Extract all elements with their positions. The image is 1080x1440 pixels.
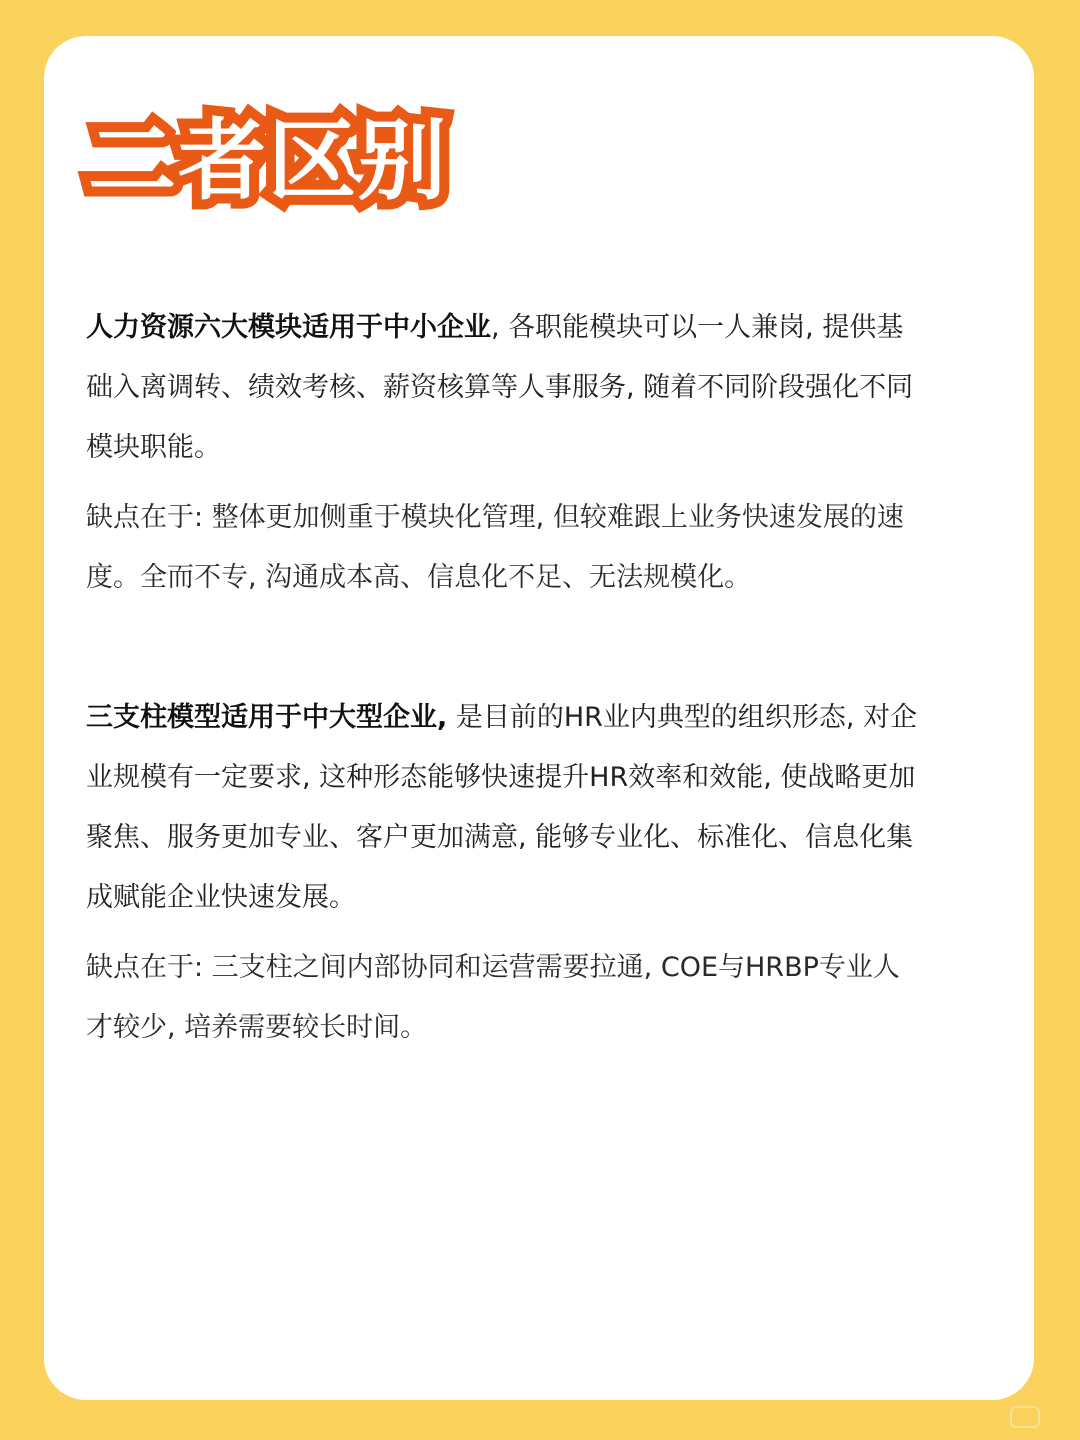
section-three-pillars-paragraph	[86, 688, 922, 928]
page-title: 二者区别	[88, 109, 449, 212]
section-six-modules-lead: 人力资源六大模块适用于中小企业	[86, 312, 491, 343]
section-six-modules	[86, 298, 922, 608]
watermark-icon	[1010, 1406, 1040, 1428]
section-six-modules-body: , 各职能模块可以一人兼岗, 提供基础入离调转、绩效考核、薪资核算等人事服务, 随着不同阶段强化不同模块职能。	[86, 312, 914, 463]
section-three-pillars-body: 是目前的HR业内典型的组织形态, 对企业规模有一定要求, 这种形态能够快速提升HR效率和效能, 使战略更加聚焦、服务更加专业、客户更加满意, 能够专业化、标准化、信息化集成赋能企业快速发展。	[86, 702, 918, 913]
section-three-pillars-lead: 三支柱模型适用于中大型企业,	[86, 702, 448, 733]
section-three-pillars-drawback: 缺点在于: 三支柱之间内部协同和运营需要拉通, COE与HRBP专业人才较少, 培养需要较长时间。	[86, 952, 900, 1043]
section-six-modules-paragraph	[86, 298, 922, 478]
section-six-modules-drawback: 缺点在于: 整体更加侧重于模块化管理, 但较难跟上业务快速发展的速度。全而不专, 沟通成本高、信息化不足、无法规模化。	[86, 502, 904, 593]
section-three-pillars	[86, 688, 922, 1058]
